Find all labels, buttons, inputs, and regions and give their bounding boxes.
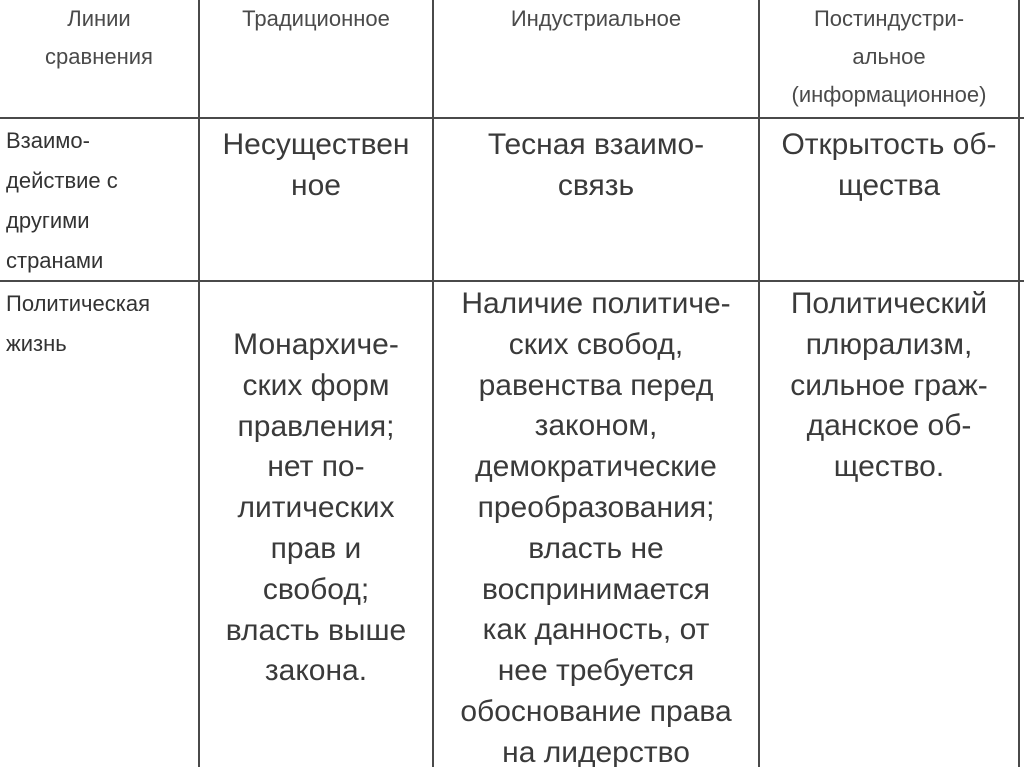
cell-interaction-industrial: Тесная взаимо- связь	[487, 128, 705, 202]
table-divider-right	[1018, 0, 1020, 767]
row-label-interaction: Взаимо- действие с другими странами	[6, 128, 118, 273]
cell-political-postindustrial: Политический плюрализм, сильное граж- данское об- щество.	[790, 287, 988, 484]
header-comparison-lines: Линии сравнения	[45, 6, 153, 69]
table-divider-header	[0, 117, 1024, 119]
cell-interaction-traditional: Несуществен ное	[222, 128, 410, 202]
cell-political-traditional: Монархиче- ских форм правления; нет по- литических прав и свобод; власть выше закона.	[225, 328, 407, 688]
header-traditional: Традиционное	[242, 6, 390, 31]
cell-political-industrial: Наличие политиче- ских свобод, равенства перед законом, демократические преобразования; власть не воспринимается как данность, от нее требуется обоснование права на лидерство	[460, 287, 732, 767]
header-industrial: Индустриальное	[510, 6, 682, 31]
header-postindustrial: Постиндустри- альное (информационное)	[791, 6, 987, 107]
cell-interaction-postindustrial: Открытость об- щества	[781, 128, 997, 202]
row-label-political-life: Политическая жизнь	[6, 291, 151, 356]
